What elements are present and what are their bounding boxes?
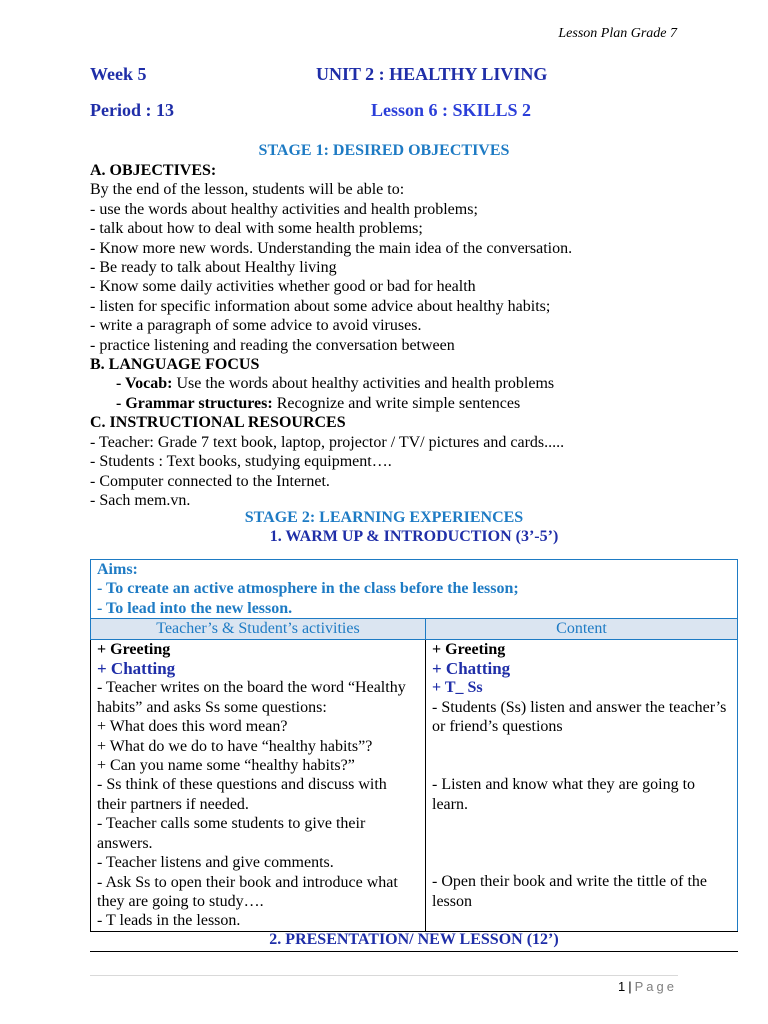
spacer — [432, 834, 731, 853]
chatting-step: + Chatting — [97, 659, 176, 679]
greeting-step: + Greeting — [432, 640, 506, 658]
aims-row — [91, 560, 738, 619]
greeting-step: + Greeting — [97, 640, 171, 658]
content-text: - Students (Ss) listen and answer the teacher’s or friend’s questions — [432, 698, 727, 736]
activities-cell — [91, 639, 426, 931]
activity-text: - Ss think of these questions and discuss with their partners if needed. — [97, 776, 387, 813]
page-footer — [618, 979, 677, 994]
content-cell — [426, 639, 738, 931]
resource-item: - Sach mem.vn. — [90, 491, 191, 509]
objectives-section — [90, 161, 730, 510]
objective-item: - talk about how to deal with some health problems; — [90, 220, 423, 238]
objectives-heading: A. OBJECTIVES: — [90, 162, 217, 179]
table-header-row — [91, 619, 738, 639]
resource-item: - Teacher: Grade 7 text book, laptop, projector / TV/ pictures and cards..... — [90, 433, 565, 451]
column-header-content: Content — [426, 619, 738, 639]
table-row — [91, 639, 738, 931]
unit-title: UNIT 2 : HEALTHY LIVING — [316, 64, 548, 84]
page-number: 1 — [618, 979, 626, 994]
grammar-text: Recognize and write simple sentences — [272, 394, 521, 412]
content-text: - Listen and know what they are going to learn. — [432, 776, 696, 813]
objective-item: - practice listening and reading the conversation between — [90, 336, 455, 354]
activity-text: - Ask Ss to open their book and introduce what they are going to study…. — [97, 873, 398, 910]
page-word: Page — [634, 979, 677, 994]
spacer — [432, 853, 731, 872]
aims-item: - To lead into the new lesson. — [97, 599, 293, 617]
objective-item: - Know more new words. Understanding the main idea of the conversation. — [90, 239, 573, 257]
resource-item: - Students : Text books, studying equipment…. — [90, 453, 392, 471]
objectives-intro: By the end of the lesson, students will be able to: — [90, 181, 405, 199]
week-label: Week 5 — [90, 64, 147, 84]
objective-item: - write a paragraph of some advice to avoid viruses. — [90, 317, 422, 335]
spacer — [432, 737, 731, 756]
stage2-heading: STAGE 2: LEARNING EXPERIENCES — [244, 509, 524, 526]
vocab-text: Use the words about healthy activities and health problems — [172, 375, 555, 393]
resource-item: - Computer connected to the Internet. — [90, 472, 330, 490]
lesson-title: Lesson 6 : SKILLS 2 — [371, 100, 532, 120]
spacer — [432, 756, 731, 775]
warmup-heading: 1. WARM UP & INTRODUCTION (3’-5’) — [269, 528, 559, 545]
objective-item: - Be ready to talk about Healthy living — [90, 259, 337, 277]
aims-item: - To create an active atmosphere in the class before the lesson; — [97, 580, 519, 598]
vocab-line — [90, 374, 730, 393]
stage1-heading: STAGE 1: DESIRED OBJECTIVES — [258, 142, 510, 159]
grammar-line — [90, 394, 730, 413]
footer-separator: | — [628, 979, 632, 994]
question-text: + What do we do to have “healthy habits”? — [97, 737, 373, 755]
language-focus-heading: B. LANGUAGE FOCUS — [90, 356, 260, 374]
activity-text: - Teacher listens and give comments. — [97, 854, 334, 872]
question-text: + What does this word mean? — [97, 718, 288, 736]
running-header: Lesson Plan Grade 7 — [558, 26, 677, 41]
grammar-label: - Grammar structures: — [116, 394, 273, 412]
resources-heading: C. INSTRUCTIONAL RESOURCES — [90, 414, 346, 432]
aims-label: Aims: — [97, 561, 138, 578]
column-header-activities: Teacher’s & Student’s activities — [91, 619, 426, 639]
objective-item: - listen for specific information about some advice about healthy habits; — [90, 297, 551, 315]
aims-cell — [91, 560, 738, 619]
activity-text: - T leads in the lesson. — [97, 912, 241, 930]
footer-divider — [90, 975, 678, 976]
activity-text: - Teacher calls some students to give their answers. — [97, 815, 366, 852]
objective-item: - use the words about healthy activities and health problems; — [90, 200, 478, 218]
activity-text: - Teacher writes on the board the word “Healthy habits” and asks Ss some questions: — [97, 679, 406, 716]
objective-item: - Know some daily activities whether good or bad for health — [90, 278, 476, 296]
spacer — [432, 814, 731, 833]
question-text: + Can you name some “healthy habits?” — [97, 757, 355, 775]
lesson-activity-table — [90, 559, 738, 932]
chatting-step: + Chatting — [432, 659, 511, 679]
period-label: Period : 13 — [90, 100, 174, 120]
content-text: - Open their book and write the tittle of the lesson — [432, 873, 708, 910]
interaction-pattern: + T_ Ss — [432, 679, 483, 697]
presentation-heading: 2. PRESENTATION/ NEW LESSON (12’) — [90, 931, 738, 952]
vocab-label: - Vocab: — [116, 375, 173, 393]
